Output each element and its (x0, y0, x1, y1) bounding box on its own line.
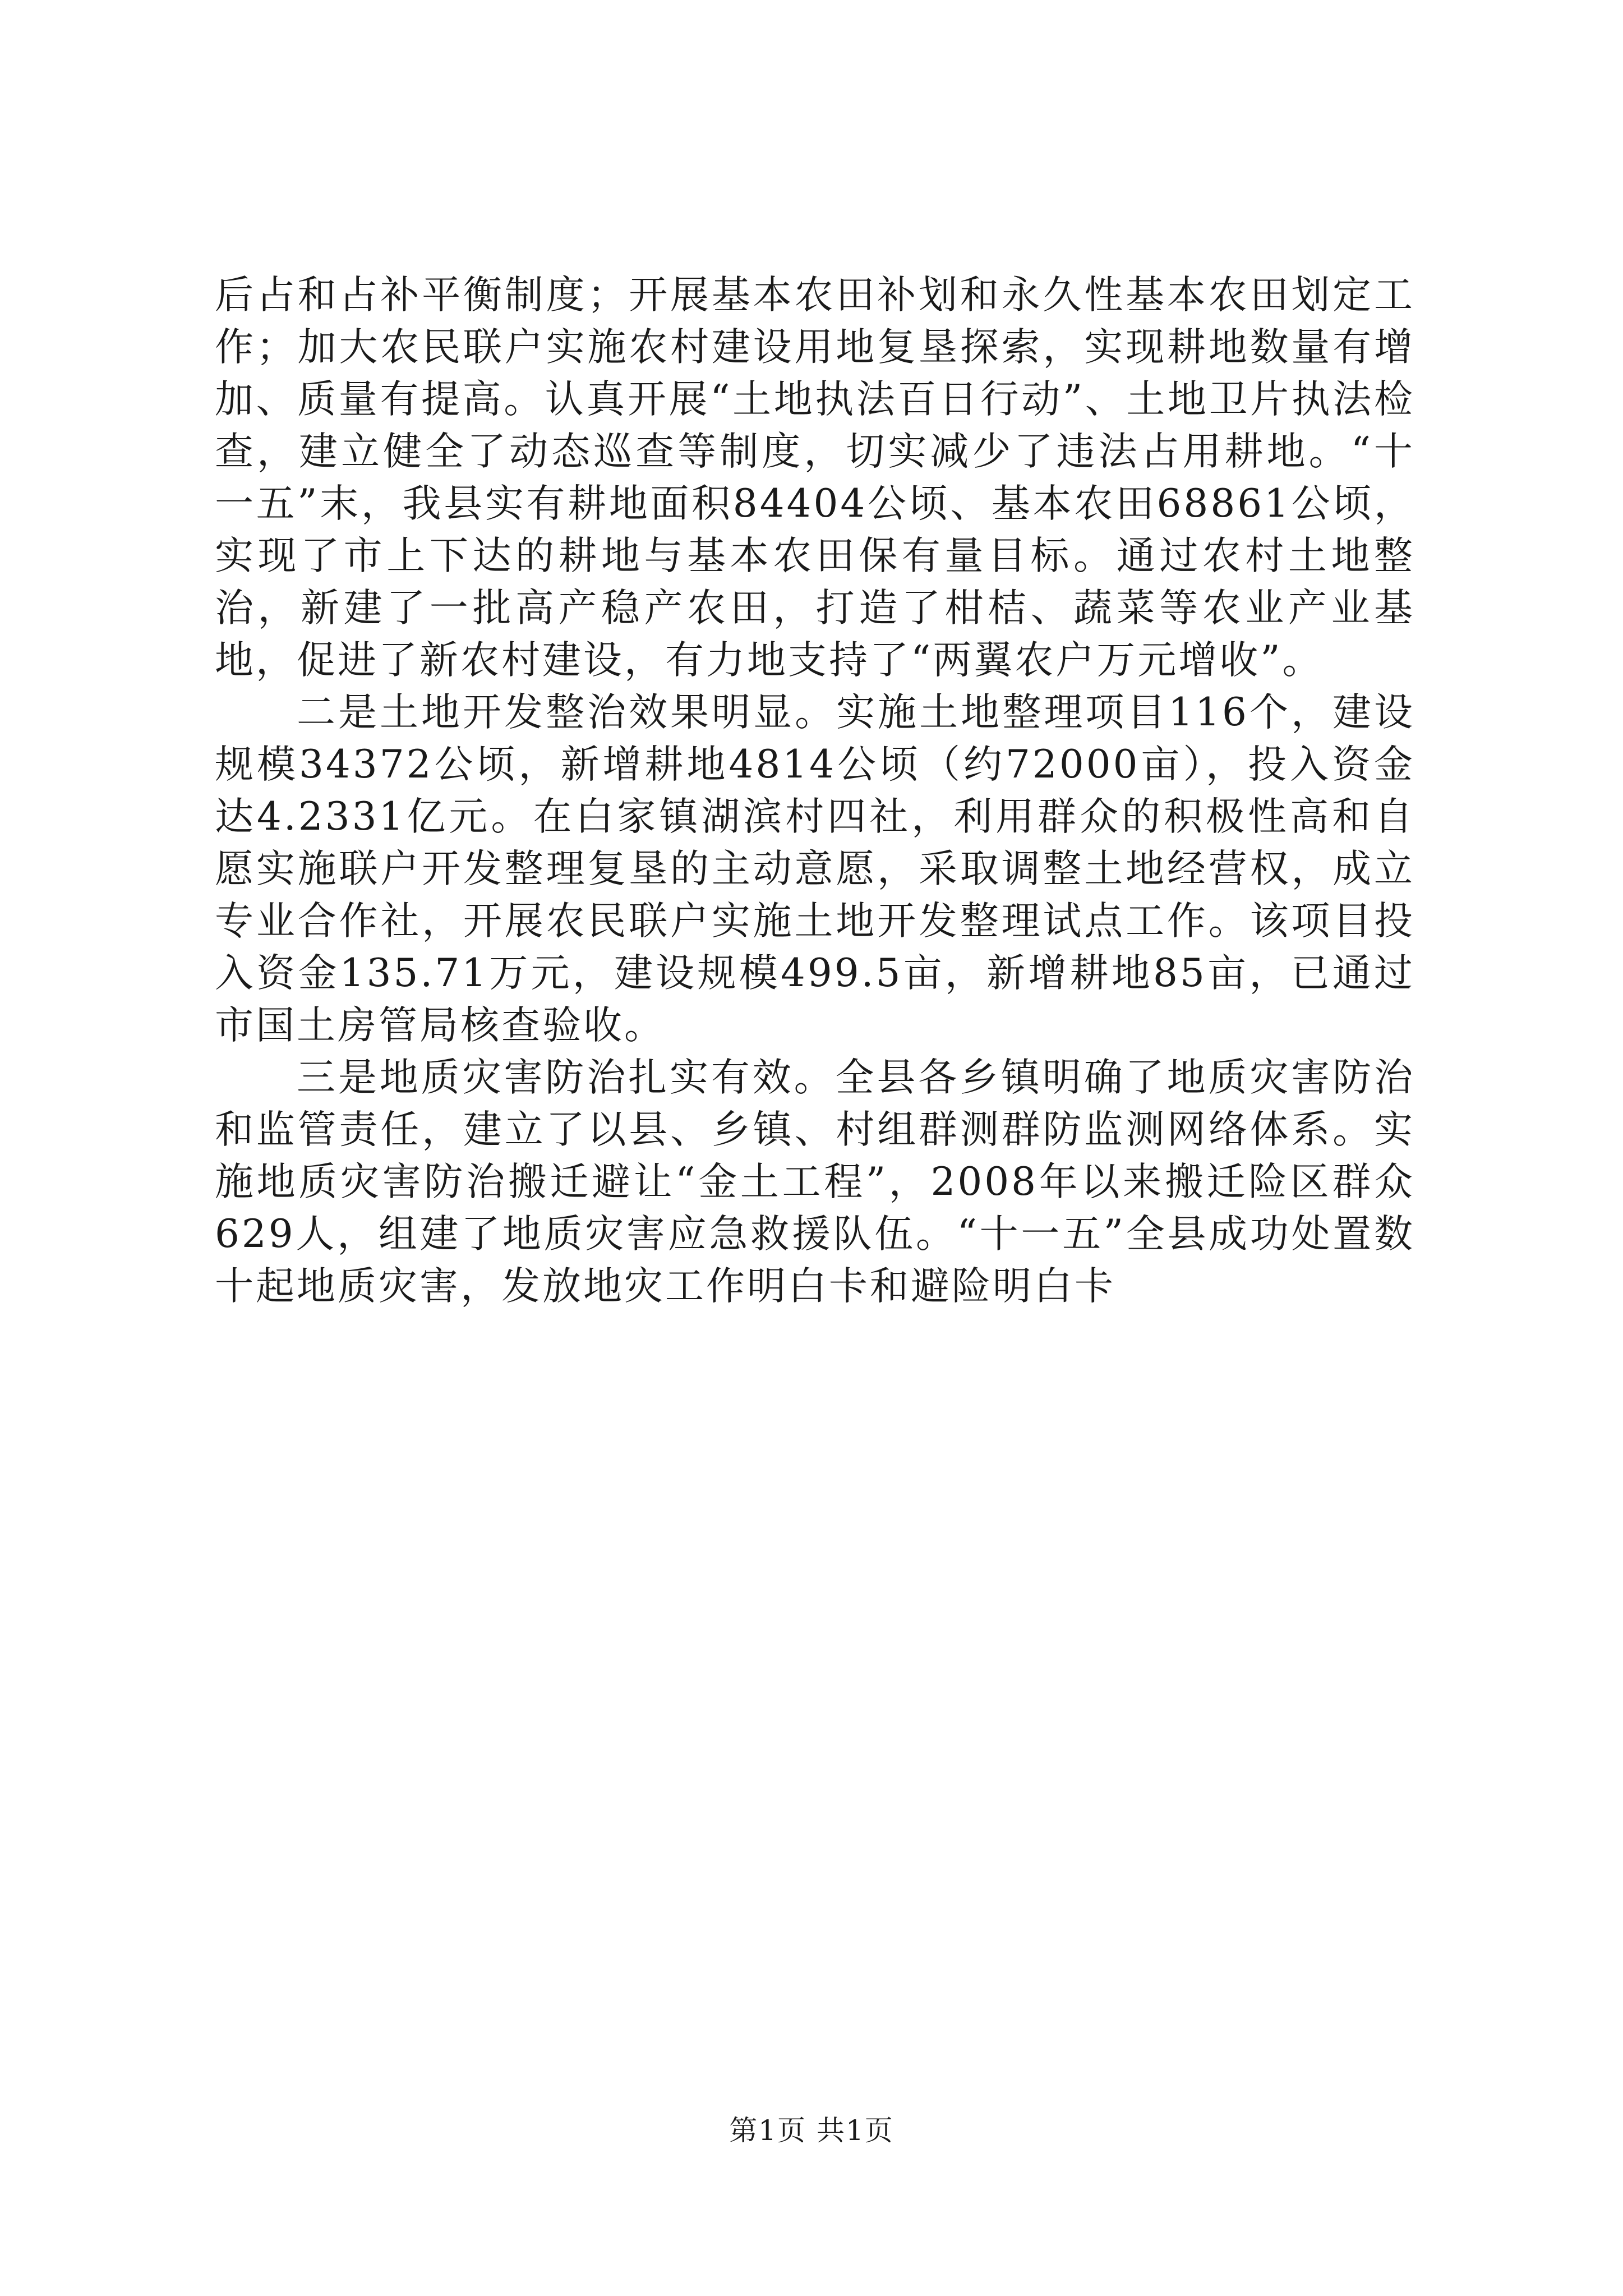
page-footer: 第1页 共1页 (729, 2114, 894, 2147)
document-body (215, 269, 1415, 1313)
paragraph-geological-disaster: 三是地质灾害防治扎实有效。全县各乡镇明确了地质灾害防治和监管责任，建立了以县、乡镇、村组群测群防监测网络体系。实施地质灾害防治搬迁避让“金土工程”，2008年以来搬迁险区群众629人，组建了地质灾害应急救援队伍。“十一五”全县成功处置数十起地质灾害，发放地灾工作明白卡和避险明白卡 (215, 1055, 1415, 1309)
paragraph-continued: 后占和占补平衡制度；开展基本农田补划和永久性基本农田划定工作；加大农民联户实施农村建设用地复垦探索，实现耕地数量有增加、质量有提高。认真开展“土地执法百日行动”、土地卫片执法检查，建立健全了动态巡查等制度，切实减少了违法占用耕地。“十一五”末，我县实有耕地面积84404公顷、基本农田68861公顷，实现了市上下达的耕地与基本农田保有量目标。通过农村土地整治，新建了一批高产稳产农田，打造了柑桔、蔬菜等农业产业基地，促进了新农村建设，有力地支持了“两翼农户万元增收”。 (215, 273, 1415, 683)
paragraph-land-development: 二是土地开发整治效果明显。实施土地整理项目116个，建设规模34372公顷，新增耕地4814公顷（约72000亩），投入资金达4.2331亿元。在白家镇湖滨村四社，利用群众的积极性高和自愿实施联户开发整理复垦的主动意愿，采取调整土地经营权，成立专业合作社，开展农民联户实施土地开发整理试点工作。该项目投入资金135.71万元，建设规模499.5亩，新增耕地85亩，已通过市国土房管局核查验收。 (215, 690, 1415, 1048)
